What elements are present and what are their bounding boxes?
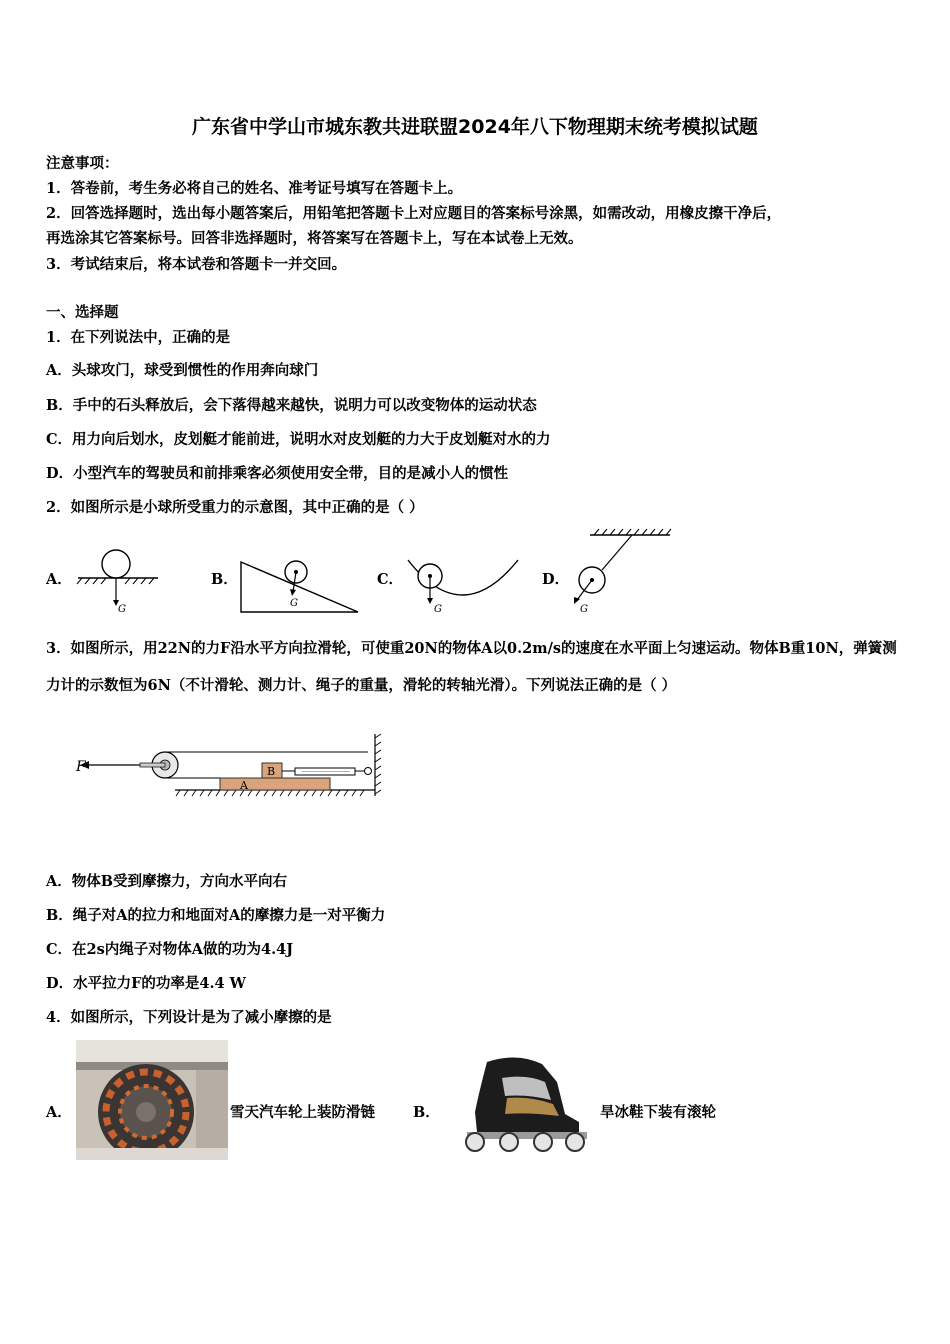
figure-pendulum-ball <box>568 528 673 616</box>
figure-ball-on-ground <box>72 540 162 615</box>
notice-item: 1．答卷前，考生务必将自己的姓名、准考证号填写在答题卡上。 <box>46 180 463 197</box>
question-3-option-d: D．水平拉力F的功率是4.4 W <box>46 975 246 992</box>
question-1-option-b: B．手中的石头释放后，会下落得越来越快，说明力可以改变物体的运动状态 <box>46 397 537 414</box>
question-4-option-b-text: 旱冰鞋下装有滚轮 <box>600 1104 716 1121</box>
question-3-option-c: C．在2s内绳子对物体A做的功为4.4J <box>46 941 294 958</box>
notice-item: 3．考试结束后，将本试卷和答题卡一并交回。 <box>46 256 347 273</box>
question-1-option-d: D．小型汽车的驾驶员和前排乘客必须使用安全带，目的是减小人的惯性 <box>46 465 509 482</box>
question-4-stem: 4．如图所示，下列设计是为了减小摩擦的是 <box>46 1009 332 1026</box>
notice-heading: 注意事项： <box>46 155 119 172</box>
page-title: 广东省中学山市城东教共进联盟2024年八下物理期末统考模拟试题 <box>192 116 758 138</box>
figure-ball-in-bowl <box>404 550 524 615</box>
question-2-label-d: D． <box>542 571 570 588</box>
notice-item: 再选涂其它答案标号。回答非选择题时，将答案写在答题卡上，写在本试卷上无效。 <box>46 230 583 247</box>
section-heading: 一、选择题 <box>46 304 119 321</box>
question-1-option-c: C．用力向后划水，皮划艇才能前进，说明水对皮划艇的力大于皮划艇对水的力 <box>46 431 551 448</box>
snow-chain-tire-photo <box>76 1040 228 1160</box>
question-3-stem: 3．如图所示，用22N的力F沿水平方向拉滑轮，可使重20N的物体A以0.2m/s的速度在水平面上匀速运动。物体B重10N，弹簧测力计的示数恒为6N（不计滑轮、测力计、绳子的重量，滑轮的转轴光滑）。下列说法正确的是（ ） <box>46 640 897 694</box>
question-1-stem: 1．在下列说法中，正确的是 <box>46 329 231 346</box>
force-label-g: G <box>290 598 298 609</box>
roller-skate-photo <box>447 1052 597 1152</box>
force-label-g: G <box>580 604 588 615</box>
force-label-g: G <box>434 604 442 615</box>
figure-ball-on-incline <box>238 550 363 615</box>
question-3-option-b: B．绳子对A的拉力和地面对A的摩擦力是一对平衡力 <box>46 907 386 924</box>
question-2-label-c: C． <box>377 571 404 588</box>
figure-pulley-system <box>70 730 390 802</box>
block-b-label: B <box>267 765 276 778</box>
question-3-option-a: A．物体B受到摩擦力，方向水平向右 <box>46 873 288 890</box>
question-2-label-b: B． <box>211 571 238 588</box>
question-4-option-a-text: 雪天汽车轮上装防滑链 <box>230 1104 375 1121</box>
notice-item: 2．回答选择题时，选出每小题答案后，用铅笔把答题卡上对应题目的答案标号涂黑，如需改动，用橡皮擦干净后， <box>46 205 782 222</box>
block-a-label: A <box>240 779 248 792</box>
question-4-option-b-label: B． <box>413 1104 440 1121</box>
force-label-g: G <box>118 604 126 615</box>
question-1-option-a: A．头球攻门，球受到惯性的作用奔向球门 <box>46 362 319 379</box>
question-2-stem: 2．如图所示是小球所受重力的示意图，其中正确的是（ ） <box>46 499 424 516</box>
force-label-f: F <box>76 759 86 775</box>
question-4-option-a-label: A． <box>46 1104 72 1121</box>
question-2-label-a: A． <box>46 571 72 588</box>
